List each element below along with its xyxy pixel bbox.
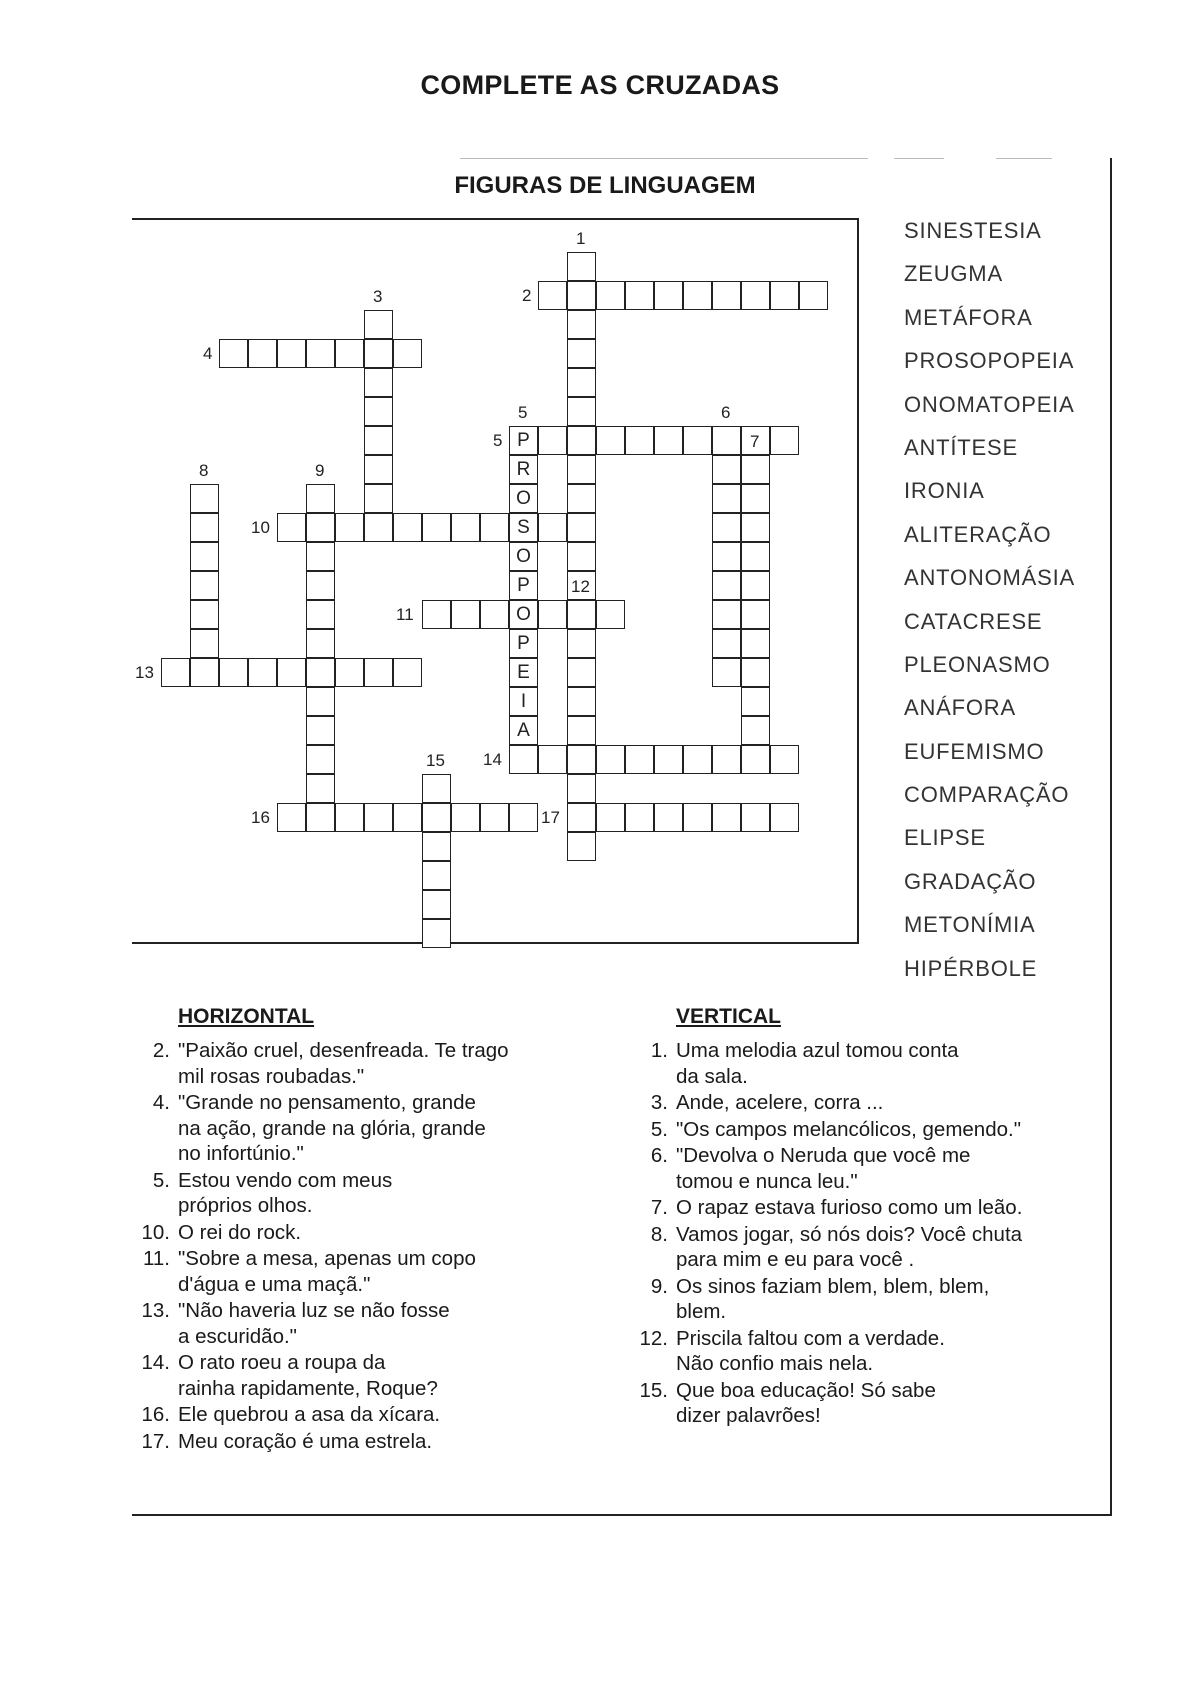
crossword-cell[interactable] xyxy=(567,426,596,455)
clue-item xyxy=(636,1090,1106,1116)
clue-number-label: 5 xyxy=(493,431,503,450)
crossword-cell[interactable] xyxy=(567,658,596,687)
clue-number: 8. xyxy=(650,1222,668,1246)
crossword-cell[interactable] xyxy=(219,339,248,368)
horizontal-clue-list xyxy=(138,1038,608,1455)
crossword-cell[interactable] xyxy=(567,629,596,658)
crossword-cell[interactable] xyxy=(712,281,741,310)
crossword-cell[interactable] xyxy=(480,803,509,832)
crossword-cell[interactable] xyxy=(538,600,567,629)
crossword-cell[interactable] xyxy=(538,745,567,774)
crossword-cell[interactable] xyxy=(306,600,335,629)
crossword-cell[interactable] xyxy=(335,658,364,687)
clue-item xyxy=(636,1143,1106,1194)
crossword-cell[interactable] xyxy=(306,339,335,368)
crossword-cell[interactable] xyxy=(248,658,277,687)
clue-text-line: Priscila faltou com a verdade. xyxy=(676,1326,945,1350)
crossword-cell[interactable] xyxy=(625,426,654,455)
clue-text-line: Ande, acelere, corra ... xyxy=(676,1091,884,1114)
crossword-cell[interactable] xyxy=(161,658,190,687)
vertical-heading: VERTICAL xyxy=(676,1005,781,1028)
crossword-cell[interactable] xyxy=(770,281,799,310)
crossword-cell[interactable] xyxy=(364,339,393,368)
crossword-cell[interactable] xyxy=(422,832,451,861)
crossword-cell[interactable] xyxy=(306,513,335,542)
word-bank-item: GRADAÇÃO xyxy=(904,868,1037,894)
clue-number-label: 17 xyxy=(541,808,560,827)
clue-number: 9. xyxy=(650,1274,668,1298)
clue-text-line: Vamos jogar, só nós dois? Você chuta xyxy=(676,1222,1023,1246)
crossword-cell[interactable] xyxy=(567,455,596,484)
crossword-cell[interactable] xyxy=(277,339,306,368)
crossword-cell[interactable] xyxy=(422,513,451,542)
crossword-cell[interactable] xyxy=(712,513,741,542)
crossword-cell[interactable] xyxy=(741,745,770,774)
clue-item xyxy=(138,1402,608,1428)
crossword-cell[interactable] xyxy=(567,368,596,397)
crossword-cell[interactable] xyxy=(364,397,393,426)
clue-text-line: d'água e uma maçã." xyxy=(178,1272,371,1296)
clue-number: 5. xyxy=(650,1117,668,1141)
clue-number-label: 12 xyxy=(571,577,590,596)
crossword-cell[interactable] xyxy=(712,658,741,687)
crossword-cell[interactable]: A xyxy=(509,716,538,745)
word-bank-item: ELIPSE xyxy=(904,825,986,851)
clue-item xyxy=(138,1168,608,1219)
crossword-cell[interactable] xyxy=(712,455,741,484)
crossword-cell[interactable] xyxy=(567,600,596,629)
crossword-cell[interactable] xyxy=(451,513,480,542)
crossword-cell[interactable] xyxy=(741,716,770,745)
crossword-cell[interactable] xyxy=(364,803,393,832)
crossword-cell[interactable] xyxy=(480,513,509,542)
crossword-cell[interactable] xyxy=(422,803,451,832)
crossword-cell[interactable] xyxy=(567,716,596,745)
crossword-cell[interactable] xyxy=(567,832,596,861)
crossword-cell[interactable] xyxy=(741,687,770,716)
crossword-cell[interactable]: P xyxy=(509,426,538,455)
crossword-cell[interactable]: R xyxy=(509,455,538,484)
crossword-cell[interactable] xyxy=(538,281,567,310)
crossword-cell[interactable]: I xyxy=(509,687,538,716)
clue-text-line: Não confio mais nela. xyxy=(676,1352,874,1375)
crossword-cell[interactable] xyxy=(741,484,770,513)
crossword-cell[interactable] xyxy=(567,687,596,716)
crossword-cell[interactable] xyxy=(770,803,799,832)
crossword-cell[interactable]: E xyxy=(509,658,538,687)
crossword-cell[interactable] xyxy=(799,281,828,310)
clue-item xyxy=(636,1378,1106,1429)
crossword-cell[interactable] xyxy=(770,745,799,774)
clue-item xyxy=(636,1038,1106,1089)
crossword-cell[interactable] xyxy=(306,658,335,687)
crossword-cell[interactable] xyxy=(422,861,451,890)
crossword-cell[interactable]: P xyxy=(509,571,538,600)
clue-text-line: Estou vendo com meus xyxy=(178,1168,393,1192)
word-bank-item: PROSOPOPEIA xyxy=(904,348,1075,374)
crossword-cell[interactable] xyxy=(277,658,306,687)
clue-item xyxy=(138,1246,608,1297)
crossword-cell[interactable] xyxy=(712,629,741,658)
crossword-cell[interactable] xyxy=(364,310,393,339)
crossword-cell[interactable] xyxy=(596,281,625,310)
clue-number-label: 7 xyxy=(750,432,760,451)
crossword-cell[interactable] xyxy=(625,745,654,774)
clue-number: 12. xyxy=(639,1326,668,1350)
crossword-cell[interactable] xyxy=(741,600,770,629)
crossword-cell[interactable] xyxy=(596,803,625,832)
clue-item xyxy=(138,1350,608,1401)
crossword-cell[interactable] xyxy=(422,919,451,948)
crossword-cell[interactable] xyxy=(422,774,451,803)
crossword-cell[interactable] xyxy=(567,513,596,542)
clue-text-line: Uma melodia azul tomou conta xyxy=(676,1039,959,1062)
crossword-cell[interactable] xyxy=(741,571,770,600)
crossword-cell[interactable] xyxy=(712,600,741,629)
clue-text-line: próprios olhos. xyxy=(178,1194,313,1217)
crossword-cell[interactable] xyxy=(306,542,335,571)
horizontal-heading: HORIZONTAL xyxy=(178,1005,315,1028)
clue-number: 5. xyxy=(152,1168,170,1192)
word-bank-item: CATACRESE xyxy=(904,608,1043,634)
crossword-cell[interactable] xyxy=(596,600,625,629)
clue-text-line: "Paixão cruel, desenfreada. Te trago xyxy=(178,1039,509,1062)
crossword-cell[interactable] xyxy=(393,658,422,687)
crossword-cell[interactable] xyxy=(306,687,335,716)
crossword-cell[interactable] xyxy=(190,571,219,600)
crossword-cell[interactable] xyxy=(306,803,335,832)
crossword-cell[interactable] xyxy=(712,426,741,455)
crossword-cell[interactable] xyxy=(741,281,770,310)
word-bank-item: ALITERAÇÃO xyxy=(904,521,1052,547)
crossword-cell[interactable] xyxy=(741,658,770,687)
crossword-cell[interactable] xyxy=(190,600,219,629)
crossword-cell[interactable] xyxy=(393,513,422,542)
clue-text-line: Meu coração é uma estrela. xyxy=(178,1429,433,1453)
crossword-cell[interactable]: S xyxy=(509,513,538,542)
puzzle-title: FIGURAS DE LINGUAGEM xyxy=(454,172,756,199)
word-bank-item: PLEONASMO xyxy=(904,651,1051,677)
crossword-cell[interactable] xyxy=(683,803,712,832)
crossword-cell[interactable] xyxy=(364,426,393,455)
crossword-cell[interactable] xyxy=(335,339,364,368)
crossword-cell[interactable] xyxy=(480,600,509,629)
clue-text-line: dizer palavrões! xyxy=(676,1404,821,1427)
crossword-cell[interactable] xyxy=(190,629,219,658)
clue-text-line: O rato roeu a roupa da xyxy=(178,1351,386,1374)
word-bank-item: METONÍMIA xyxy=(904,912,1036,938)
crossword-cell[interactable] xyxy=(567,803,596,832)
crossword-cell[interactable] xyxy=(741,629,770,658)
clue-number: 11. xyxy=(143,1247,170,1270)
clue-number: 14. xyxy=(141,1351,170,1374)
clue-item xyxy=(138,1038,608,1089)
crossword-cell[interactable] xyxy=(567,310,596,339)
clue-text-line: no infortúnio." xyxy=(178,1142,304,1165)
crossword-cell[interactable] xyxy=(393,339,422,368)
crossword-cell[interactable] xyxy=(596,426,625,455)
crossword-cell[interactable] xyxy=(219,658,248,687)
crossword-cell[interactable]: P xyxy=(509,629,538,658)
crossword-cell[interactable] xyxy=(567,339,596,368)
clue-number-label: 9 xyxy=(315,461,325,480)
word-bank-item: ZEUGMA xyxy=(904,261,1003,287)
clue-number-label: 5 xyxy=(518,403,528,422)
clue-text-line: rainha rapidamente, Roque? xyxy=(178,1376,438,1400)
clue-number-label: 8 xyxy=(199,461,209,480)
clue-number: 7. xyxy=(650,1196,668,1219)
crossword-cell[interactable] xyxy=(567,542,596,571)
crossword-cell[interactable] xyxy=(567,281,596,310)
crossword-cell[interactable]: O xyxy=(509,600,538,629)
clue-number: 3. xyxy=(650,1091,668,1114)
crossword-cell[interactable] xyxy=(567,745,596,774)
crossword-cell[interactable] xyxy=(364,455,393,484)
crossword-cell[interactable] xyxy=(422,890,451,919)
crossword-cell[interactable] xyxy=(712,571,741,600)
clue-text-line: Os sinos faziam blem, blem, blem, xyxy=(676,1274,990,1298)
clue-text-line: "Sobre a mesa, apenas um copo xyxy=(178,1247,476,1270)
crossword-cell[interactable] xyxy=(364,658,393,687)
crossword-cell[interactable] xyxy=(451,600,480,629)
clue-number-label: 10 xyxy=(251,518,270,537)
crossword-cell[interactable] xyxy=(248,339,277,368)
word-bank-item: ANÁFORA xyxy=(904,695,1016,721)
clue-text-line: da sala. xyxy=(676,1064,748,1088)
crossword-cell[interactable] xyxy=(654,745,683,774)
crossword-cell[interactable] xyxy=(625,803,654,832)
word-bank-item: ONOMATOPEIA xyxy=(904,391,1075,417)
clue-item xyxy=(138,1220,608,1246)
clue-text-line: "Grande no pensamento, grande xyxy=(178,1091,476,1114)
clue-number: 10. xyxy=(141,1220,170,1244)
clue-number-label: 3 xyxy=(373,287,383,306)
clue-number: 1. xyxy=(650,1039,668,1062)
crossword-cell[interactable] xyxy=(712,484,741,513)
word-bank xyxy=(904,218,1075,999)
crossword-cell[interactable] xyxy=(538,426,567,455)
crossword-cell[interactable] xyxy=(741,513,770,542)
clue-text-line: mil rosas roubadas." xyxy=(178,1064,365,1088)
crossword-cell[interactable] xyxy=(277,803,306,832)
word-bank-item: IRONIA xyxy=(904,478,985,504)
crossword-cell[interactable] xyxy=(509,745,538,774)
crossword-cell[interactable] xyxy=(393,803,422,832)
crossword-cell[interactable] xyxy=(190,513,219,542)
crossword-cell[interactable] xyxy=(190,542,219,571)
crossword-cell[interactable] xyxy=(306,484,335,513)
crossword-cell[interactable] xyxy=(509,803,538,832)
clue-number-label: 4 xyxy=(203,344,213,363)
crossword-cell[interactable] xyxy=(683,281,712,310)
crossword-cell[interactable] xyxy=(364,368,393,397)
crossword-cell[interactable] xyxy=(306,716,335,745)
crossword-cell[interactable] xyxy=(567,397,596,426)
crossword-cell[interactable] xyxy=(770,426,799,455)
crossword-cell[interactable] xyxy=(538,513,567,542)
crossword-cell[interactable] xyxy=(741,542,770,571)
clue-text-line: blem. xyxy=(676,1300,727,1323)
crossword-cell[interactable] xyxy=(306,629,335,658)
crossword-cell[interactable] xyxy=(335,513,364,542)
clue-number-label: 13 xyxy=(135,663,154,682)
crossword-cell[interactable] xyxy=(306,571,335,600)
word-bank-item: EUFEMISMO xyxy=(904,738,1045,764)
clue-item xyxy=(138,1090,608,1167)
clue-text-line: "Devolva o Neruda que você me xyxy=(676,1144,971,1167)
word-bank-item: METÁFORA xyxy=(904,304,1033,330)
clue-number-label: 2 xyxy=(522,286,532,305)
crossword-cell[interactable] xyxy=(364,513,393,542)
clue-number-label: 14 xyxy=(483,750,502,769)
crossword-cell[interactable] xyxy=(596,745,625,774)
crossword-cell[interactable] xyxy=(422,600,451,629)
crossword-cell[interactable] xyxy=(306,774,335,803)
clue-number-label: 1 xyxy=(576,229,586,248)
crossword-cell[interactable] xyxy=(625,281,654,310)
clue-text-line: O rei do rock. xyxy=(178,1220,302,1244)
word-bank-item: COMPARAÇÃO xyxy=(904,782,1070,808)
clue-number: 2. xyxy=(152,1039,170,1062)
clue-number: 13. xyxy=(141,1299,170,1322)
word-bank-item: ANTONOMÁSIA xyxy=(904,565,1075,591)
vertical-clue-list xyxy=(636,1038,1106,1430)
crossword-cell[interactable] xyxy=(654,426,683,455)
crossword-cell[interactable] xyxy=(364,484,393,513)
clue-item xyxy=(636,1195,1106,1221)
clue-item xyxy=(636,1222,1106,1273)
clue-number: 4. xyxy=(152,1091,170,1114)
crossword-cell[interactable] xyxy=(190,658,219,687)
page-title: COMPLETE AS CRUZADAS xyxy=(420,70,780,100)
crossword-cell[interactable] xyxy=(654,803,683,832)
clue-item xyxy=(636,1326,1106,1377)
crossword-cell[interactable] xyxy=(335,803,364,832)
clue-number-label: 16 xyxy=(251,808,270,827)
clue-number-label: 11 xyxy=(396,605,414,624)
clue-number: 16. xyxy=(141,1403,170,1426)
clue-number-label: 6 xyxy=(721,403,731,422)
crossword-cell[interactable] xyxy=(567,774,596,803)
crossword-cell[interactable] xyxy=(712,745,741,774)
clue-text-line: Ele quebrou a asa da xícara. xyxy=(178,1403,441,1426)
clue-number: 17. xyxy=(141,1429,170,1453)
crossword-cell[interactable] xyxy=(712,803,741,832)
clue-text-line: "Os campos melancólicos, gemendo." xyxy=(676,1117,1021,1141)
crossword-cell[interactable] xyxy=(654,281,683,310)
crossword-cell[interactable] xyxy=(451,803,480,832)
crossword-cell[interactable] xyxy=(306,745,335,774)
clue-text-line: "Não haveria luz se não fosse xyxy=(178,1299,450,1322)
crossword-cell[interactable] xyxy=(683,745,712,774)
crossword-cell[interactable]: O xyxy=(509,484,538,513)
clue-text-line: para mim e eu para você . xyxy=(676,1248,915,1271)
clue-text-line: tomou e nunca leu." xyxy=(676,1169,858,1193)
frame-bottom-border xyxy=(132,1514,1112,1516)
clue-item xyxy=(636,1274,1106,1325)
clue-number: 6. xyxy=(650,1144,668,1167)
clue-item xyxy=(138,1298,608,1349)
crossword-cell[interactable] xyxy=(567,252,596,281)
clue-text-line: Que boa educação! Só sabe xyxy=(676,1378,936,1402)
crossword-cell[interactable] xyxy=(190,484,219,513)
clue-item xyxy=(636,1117,1106,1143)
clue-item xyxy=(138,1429,608,1455)
clue-number-label: 15 xyxy=(426,751,445,770)
word-bank-item: ANTÍTESE xyxy=(904,434,1018,460)
word-bank-item: SINESTESIA xyxy=(904,218,1042,243)
crossword-cell[interactable] xyxy=(712,542,741,571)
crossword-cell[interactable] xyxy=(683,426,712,455)
crossword-cell[interactable] xyxy=(567,484,596,513)
crossword-cell[interactable]: O xyxy=(509,542,538,571)
clue-number: 15. xyxy=(639,1378,668,1402)
crossword-cell[interactable] xyxy=(277,513,306,542)
crossword-cell[interactable] xyxy=(741,803,770,832)
clue-text-line: O rapaz estava furioso como um leão. xyxy=(676,1196,1023,1219)
crossword-cell[interactable] xyxy=(741,455,770,484)
word-bank-item: HIPÉRBOLE xyxy=(904,955,1038,981)
clue-text-line: a escuridão." xyxy=(178,1324,297,1348)
clue-text-line: na ação, grande na glória, grande xyxy=(178,1116,486,1140)
